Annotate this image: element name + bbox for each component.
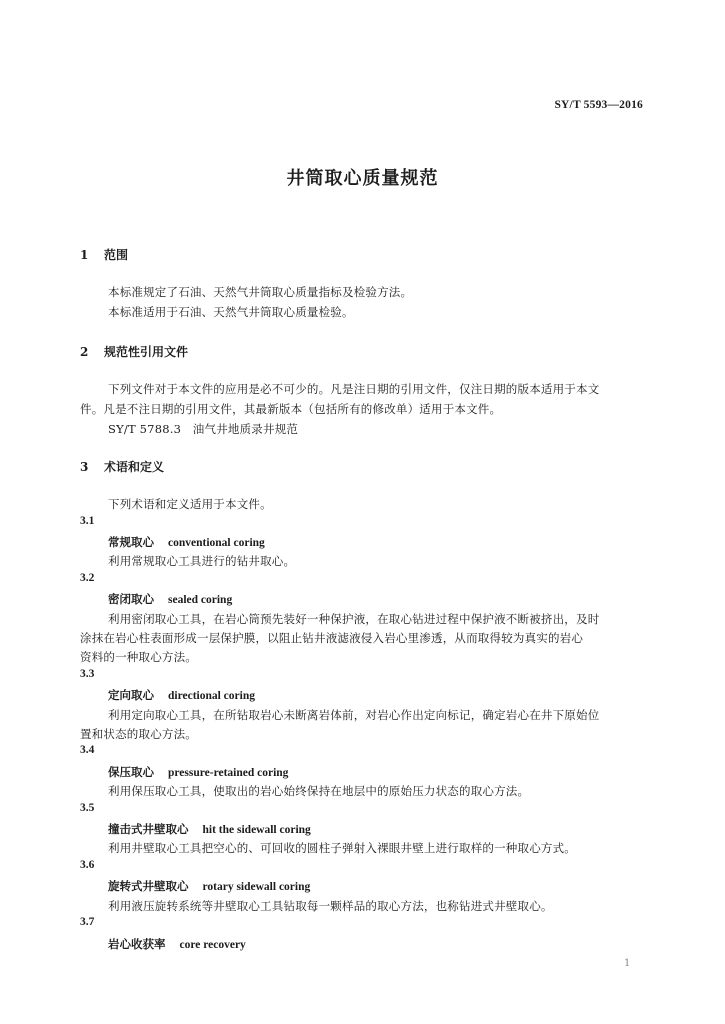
terms-intro: 下列术语和定义适用于本文件。 [108, 497, 272, 511]
scope-paragraph-1: 本标准规定了石油、天然气井筒取心质量指标及检验方法。 [108, 285, 413, 299]
term-zh: 撞击式井壁取心 [108, 822, 189, 836]
term-en: rotary sidewall coring [202, 881, 311, 893]
term-definition-line: 资料的一种取心方法。 [80, 650, 197, 664]
term-zh: 岩心收获率 [108, 937, 166, 951]
section-title: 规范性引用文件 [104, 345, 189, 359]
page-number: 1 [624, 958, 631, 969]
section-heading-scope [80, 246, 128, 263]
term-heading [108, 821, 311, 837]
section-title: 术语和定义 [104, 460, 165, 474]
term-heading [108, 687, 255, 703]
term-definition-line: 涂抹在岩心柱表面形成一层保护膜，以阻止钻井液滤液侵入岩心里渗透，从而取得较为真实的岩心 [80, 631, 584, 645]
section-number: 1 [80, 248, 89, 262]
term-zh: 密闭取心 [108, 592, 154, 606]
clause-number: 3.5 [80, 802, 95, 814]
term-heading [108, 534, 265, 550]
clause-number: 3.7 [80, 916, 95, 928]
section-number: 3 [80, 460, 89, 474]
references-intro-line-1: 下列文件对于本文件的应用是必不可少的。凡是注日期的引用文件，仅注日期的版本适用于本文 [108, 382, 600, 396]
term-heading [108, 591, 232, 607]
section-heading-terms [80, 458, 164, 475]
term-en: pressure-retained coring [168, 767, 289, 779]
term-heading [108, 764, 288, 780]
term-zh: 保压取心 [108, 765, 154, 779]
term-zh: 常规取心 [108, 535, 154, 549]
term-en: sealed coring [168, 594, 233, 606]
clause-number: 3.4 [80, 744, 95, 756]
term-zh: 定向取心 [108, 688, 154, 702]
term-definition-line: 置和状态的取心方法。 [80, 727, 197, 741]
document-title: 井筒取心质量规范 [286, 168, 439, 189]
term-definition-line: 利用定向取心工具，在所钻取岩心未断离岩体前，对岩心作出定向标记，确定岩心在井下原始位 [108, 708, 600, 722]
clause-number: 3.3 [80, 668, 95, 680]
term-en: directional coring [168, 690, 255, 702]
section-number: 2 [80, 345, 89, 359]
term-definition-line: 利用密闭取心工具，在岩心筒预先装好一种保护液，在取心钻进过程中保护液不断被挤出，及时 [108, 612, 600, 626]
term-definition-line: 利用井壁取心工具把空心的、可回收的圆柱子弹射入裸眼井壁上进行取样的一种取心方式。 [108, 841, 576, 855]
standard-number: SY/T 5593—2016 [554, 99, 643, 111]
term-definition-line: 利用常规取心工具进行的钻井取心。 [108, 554, 296, 568]
term-definition-line: 利用液压旋转系统等井壁取心工具钻取每一颗样品的取心方法，也称钻进式井壁取心。 [108, 899, 553, 913]
reference-item: SY/T 5788.3 油气井地质录井规范 [108, 422, 299, 436]
clause-number: 3.1 [80, 515, 95, 527]
term-definition-line: 利用保压取心工具，使取出的岩心始终保持在地层中的原始压力状态的取心方法。 [108, 784, 530, 798]
term-heading [108, 878, 310, 894]
term-en: hit the sidewall coring [202, 824, 311, 836]
clause-number: 3.6 [80, 859, 95, 871]
term-en: conventional coring [168, 537, 265, 549]
scope-paragraph-2: 本标准适用于石油、天然气井筒取心质量检验。 [108, 305, 354, 319]
references-intro-line-2: 件。凡是不注日期的引用文件，其最新版本（包括所有的修改单）适用于本文件。 [80, 402, 502, 416]
term-zh: 旋转式井壁取心 [108, 879, 189, 893]
section-title: 范围 [104, 248, 129, 262]
term-heading [108, 936, 246, 952]
section-heading-references [80, 343, 188, 360]
term-en: core recovery [179, 939, 246, 951]
clause-number: 3.2 [80, 572, 95, 584]
